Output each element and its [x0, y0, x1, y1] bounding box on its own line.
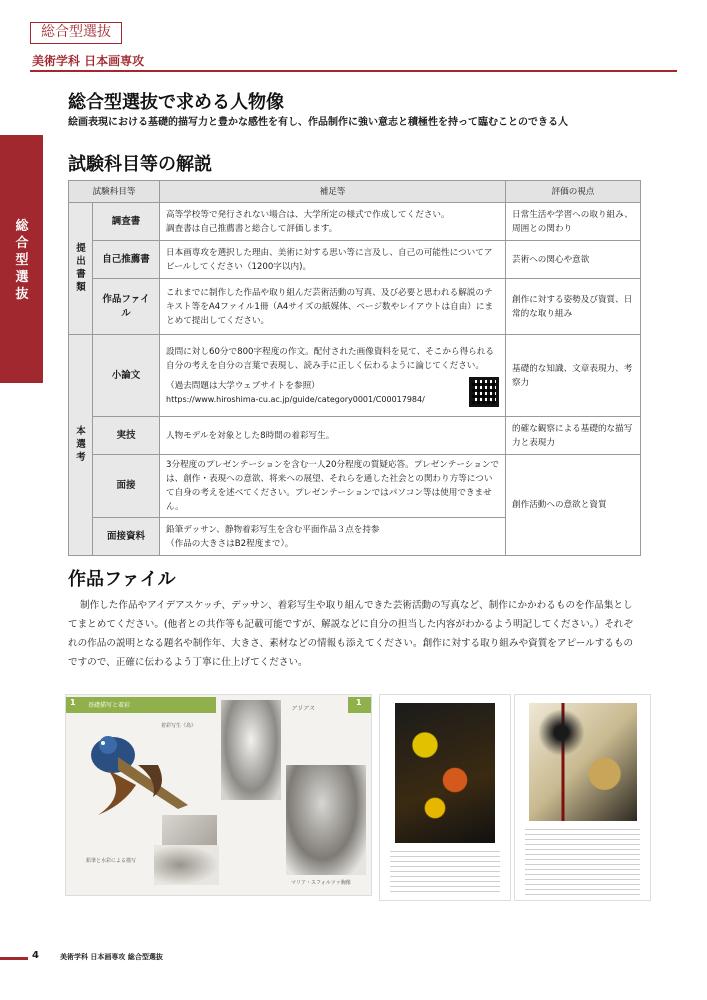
heading-exam-subjects: 試験科目等の解説: [68, 154, 212, 175]
item-label: 面接: [93, 455, 160, 518]
col-header-evaluation: 評価の視点: [506, 181, 641, 203]
table-row: [69, 455, 641, 518]
item-eval: 的確な観察による基礎的な描写力と表現力: [506, 417, 641, 455]
sketch-small-1: [162, 815, 217, 845]
abstract-painting-2: [529, 703, 637, 821]
sample-spread-1: [66, 695, 371, 895]
bird-painting: [78, 725, 193, 820]
spread-page-number: 1: [70, 698, 76, 707]
statue-drawing-2: [286, 765, 366, 875]
essay-note: 設問に対し60分で800字程度の作文。配付された画像資料を見て、そこから得られる自分の考えを自分の言葉で表現し、読み手に正しく伝わるように論じてください。: [166, 346, 494, 371]
past-exam-note: （過去問題は大学ウェブサイトを参照）: [166, 380, 320, 391]
header-divider: [30, 70, 677, 72]
item-note: 高等学校等で発行されない場合は、大学所定の様式で作成してください。 調査書は自己推薦書と総合して評価します。: [160, 203, 506, 241]
item-label: 自己推薦書: [93, 241, 160, 279]
heading-portfolio: 作品ファイル: [68, 569, 176, 590]
department-title: 美術学科 日本画専攻: [32, 54, 145, 68]
item-note: 日本画専攻を選択した理由、美術に対する思い等に言及し、自己の可能性についてアピールしてください（1200字以内)。: [160, 241, 506, 279]
group-main-selection: 本選考: [69, 335, 93, 556]
page-number: 4: [32, 950, 39, 961]
footer-text: 美術学科 日本画専攻 総合型選抜: [60, 953, 163, 961]
sample-page-2: [380, 695, 510, 900]
item-note: 鉛筆デッサン、静物着彩写生を含む平面作品３点を持参 （作品の大きさはB2程度まで）。: [160, 518, 506, 556]
bird-caption: 着彩写生《鳥》: [161, 723, 197, 729]
abstract-painting-1: [395, 703, 495, 843]
spread-page-number-right: 1: [356, 698, 362, 707]
text-block: [390, 847, 500, 895]
item-eval: 創作に対する姿勢及び資質、日常的な取り組み: [506, 279, 641, 335]
side-tab-label: 総合型選抜: [15, 219, 29, 302]
group-submitted-documents: 提出書類: [69, 203, 93, 335]
item-note: 人物モデルを対象とした8時間の着彩写生。: [160, 417, 506, 455]
table-row: [69, 241, 641, 279]
portfolio-text: 制作した作品やアイデアスケッチ、デッサン、着彩写生や取り組んできた芸術活動の写真など、制作にかかわるものを作品集としてまとめてください。(他者との共作等も記載可能ですが、解説などに自分の担当した内容がわかるよう明記してください。）それぞれの作品の説明となる題名や制作年、大きさ、素材などの情報も添えてください。創作に対する取り組みや資質をアピールするものですので、正確に伝わるよう丁寧に仕上げてください。: [68, 600, 634, 668]
table-row: [69, 417, 641, 455]
item-label: 調査書: [93, 203, 160, 241]
statue-drawing-1: [221, 700, 281, 800]
item-label: 作品ファイル: [93, 279, 160, 335]
col-header-notes: 補足等: [160, 181, 506, 203]
table-row: [69, 279, 641, 335]
item-eval: 日常生活や学習への取り組み、周囲との関わり: [506, 203, 641, 241]
item-label: 小論文: [93, 335, 160, 417]
table-row: [69, 335, 641, 417]
item-label: 面接資料: [93, 518, 160, 556]
qr-code-icon[interactable]: [469, 377, 499, 407]
item-eval: 芸術への関心や意欲: [506, 241, 641, 279]
item-note: これまでに制作した作品や取り組んだ芸術活動の写真、及び必要と思われる解説のテキスト等をA4ファイル1冊（A4サイズの紙媒体、ページ数やレイアウトは自由）にまとめて提出してください。: [160, 279, 506, 335]
item-eval: 基礎的な知識、文章表現力、考察力: [506, 335, 641, 417]
spread-title: 基礎描写と着彩: [88, 702, 131, 709]
statue-title: アリアス: [291, 705, 315, 712]
item-label: 実技: [93, 417, 160, 455]
text-block: [525, 825, 640, 895]
sketch-small-2: [154, 845, 219, 885]
heading-ideal-candidate: 総合型選抜で求める人物像: [68, 92, 284, 113]
ideal-candidate-text: 絵画表現における基礎的描写力と豊かな感性を有し、作品制作に強い意志と積極性を持って臨むことのできる人: [68, 117, 568, 128]
item-eval: 創作活動への意欲と資質: [506, 455, 641, 556]
table-header-row: [69, 181, 641, 203]
col-header-subject: 試験科目等: [69, 181, 160, 203]
statue-caption: マリア・スフォルツァ胸像: [291, 880, 351, 886]
table-row: [69, 203, 641, 241]
item-note: 3分程度のプレゼンテーションを含む一人20分程度の質疑応答。プレゼンテーションでは、創作・表現への意欲、将来への展望、それらを通した社会との関わり方等について自身の考えを述べてください。プレゼンテーションではパソコン等は使用できません。: [160, 455, 506, 518]
footer-bar: [0, 957, 28, 960]
section-tag: 総合型選抜: [30, 22, 122, 44]
sketch-caption: 鉛筆と水彩による描写: [86, 858, 137, 864]
exam-table: [68, 180, 641, 556]
past-exam-url[interactable]: https://www.hiroshima-cu.ac.jp/guide/category0001/C00017984/: [166, 394, 425, 404]
sample-page-3: [515, 695, 650, 900]
item-note: [160, 335, 506, 417]
